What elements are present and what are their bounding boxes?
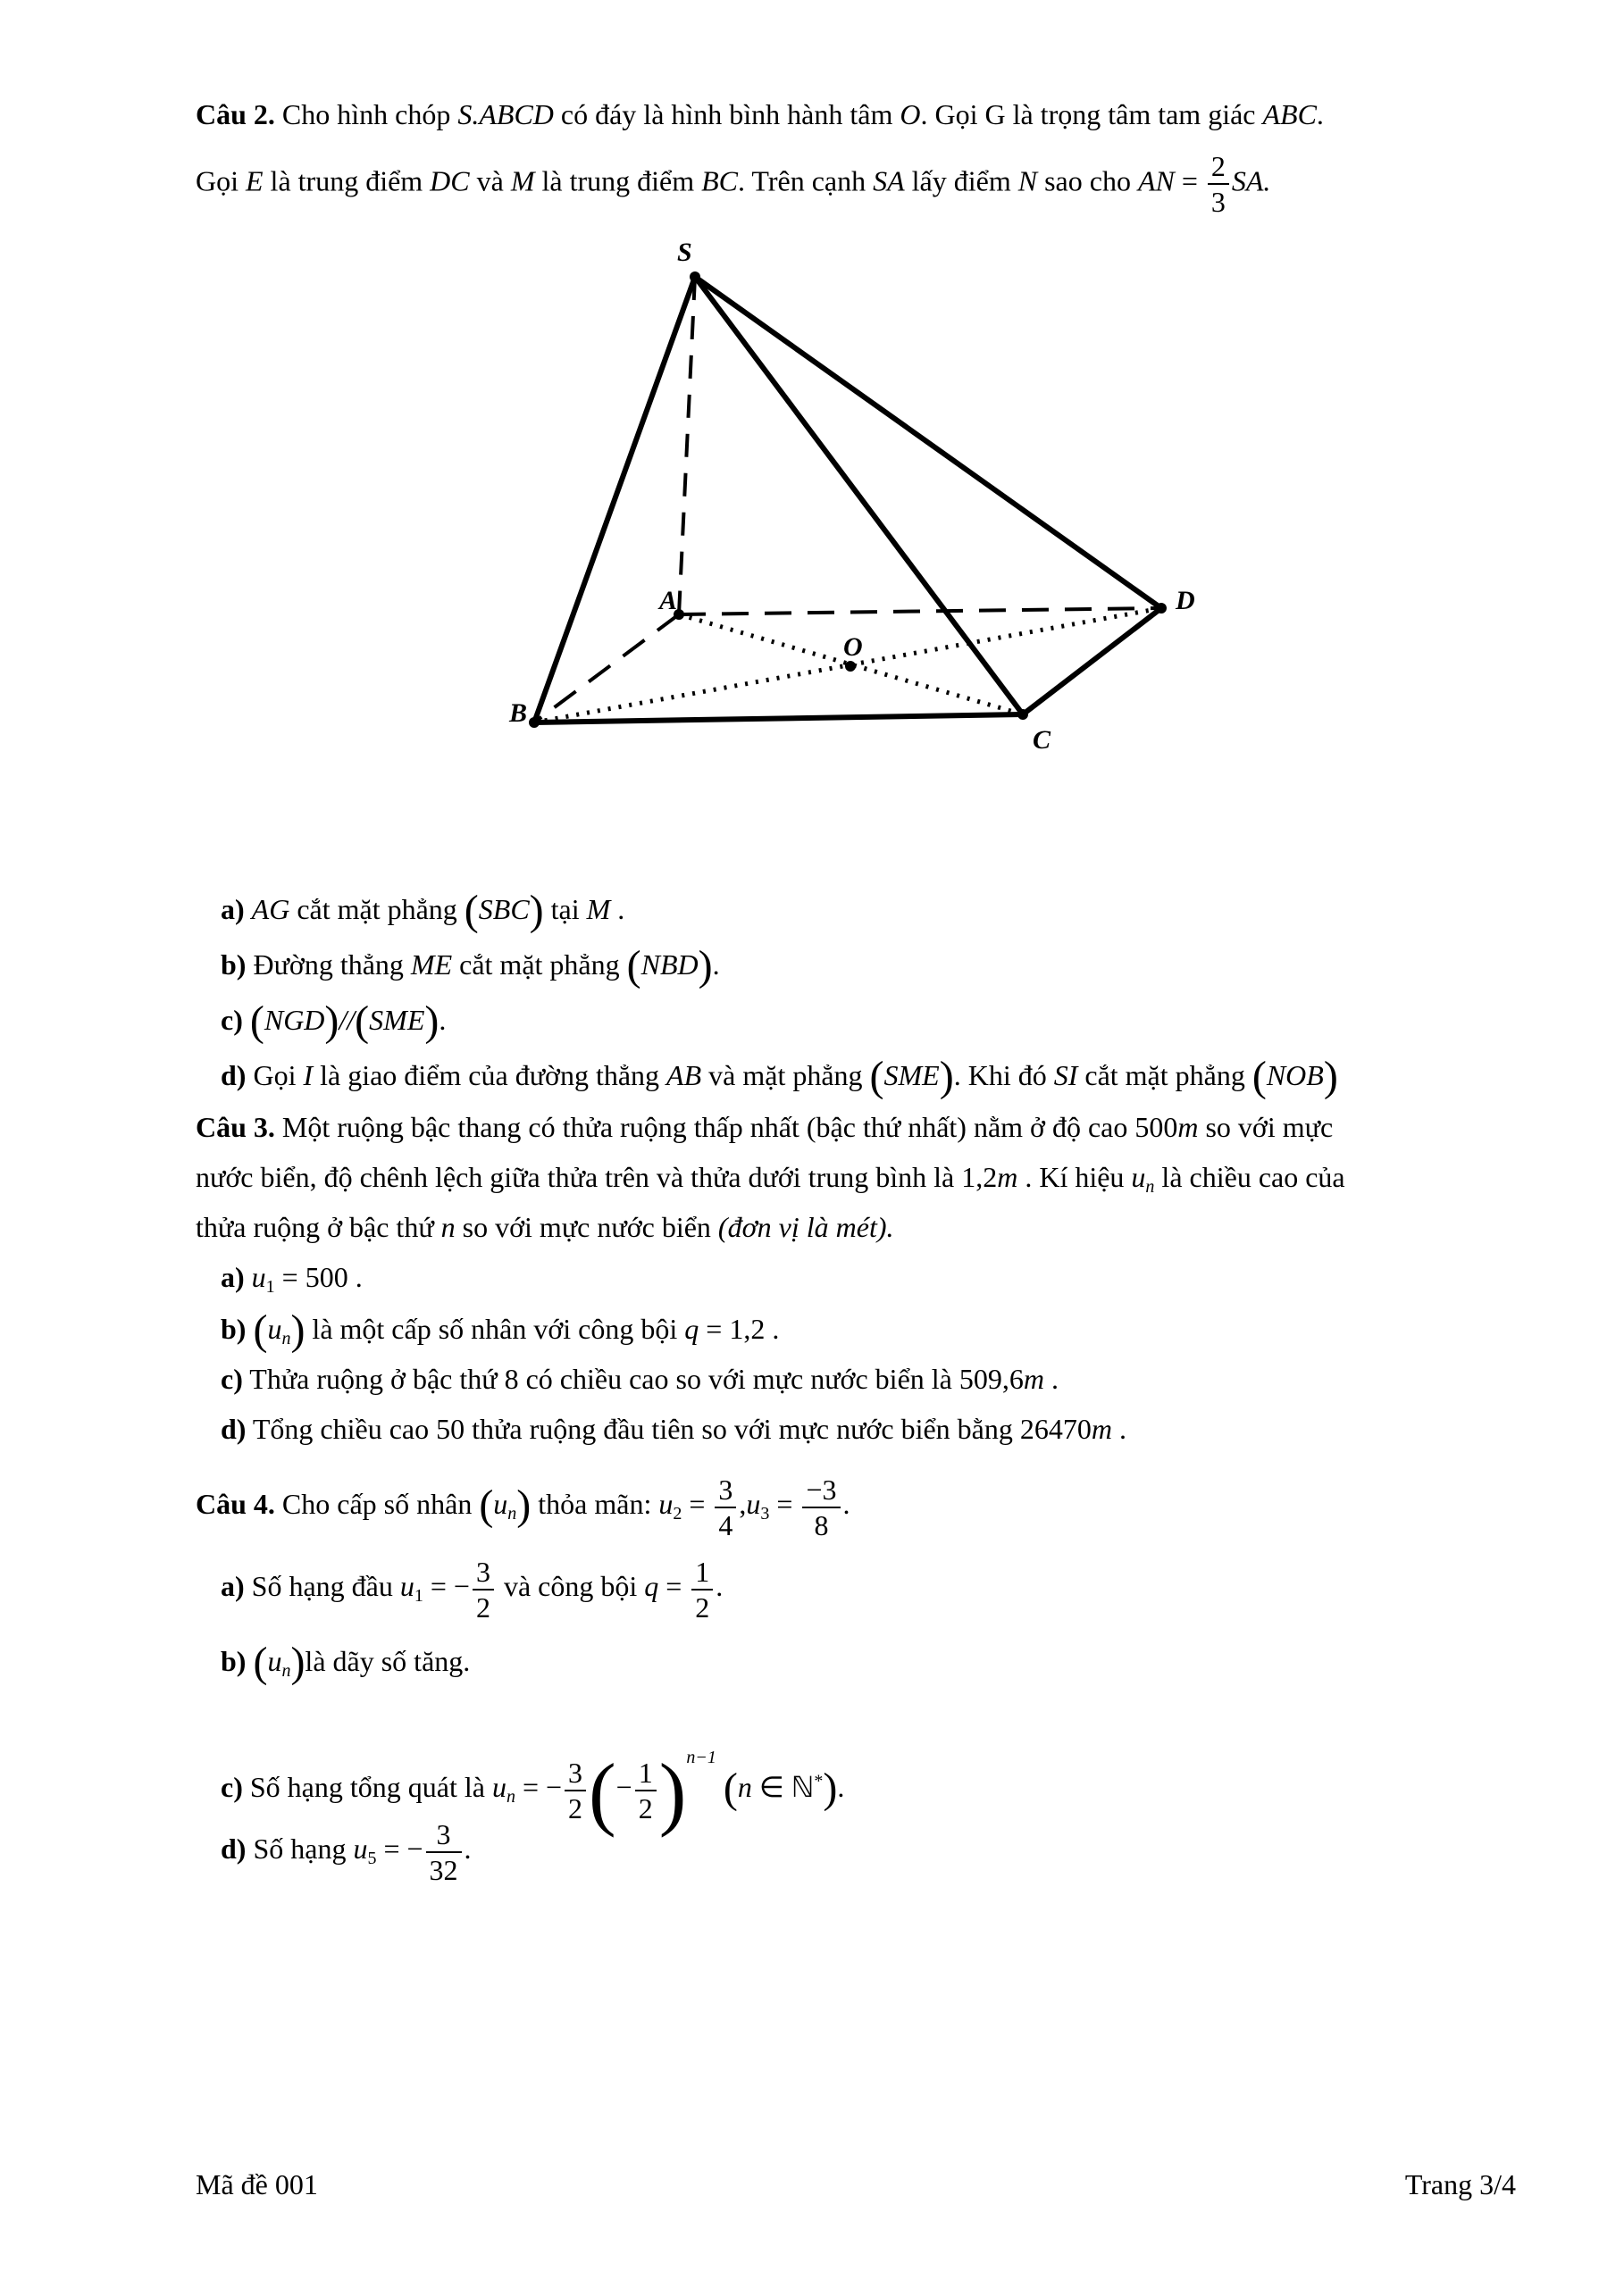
q3-option-c [221, 1361, 1059, 1397]
text: là giao điểm của đường thẳng [313, 1059, 667, 1091]
paren: ( [249, 998, 264, 1045]
fraction-3-32 [426, 1817, 462, 1886]
paren: ( [253, 1307, 268, 1354]
q3-option-a [221, 1259, 363, 1305]
numerator: 3 [565, 1758, 586, 1791]
vertex-O [845, 661, 856, 672]
math: SME [369, 1004, 425, 1036]
math: N [1017, 164, 1038, 197]
text: . [439, 1004, 447, 1036]
paren: ( [355, 998, 370, 1045]
q3-line-1 [196, 1109, 1333, 1145]
option-label: c) [221, 1363, 243, 1395]
text: cắt mặt phẳng [289, 893, 465, 925]
subscript: 1 [414, 1586, 423, 1606]
math: , [739, 1488, 747, 1520]
paren: ) [529, 887, 544, 934]
numerator: 1 [691, 1557, 713, 1591]
math: ∈ ℕ [751, 1771, 815, 1803]
paren: ( [479, 1482, 494, 1529]
paren: ( [589, 1747, 616, 1838]
text: . [464, 1833, 472, 1865]
q4-line-1 [196, 1465, 850, 1553]
option-label: b) [221, 1313, 247, 1345]
fraction-1-2 [691, 1557, 713, 1622]
text: Thửa ruộng ở bậc thứ 8 có chiều cao so với mực nước biển là [242, 1363, 959, 1395]
math: I [303, 1059, 314, 1091]
paren: ) [324, 998, 339, 1045]
math: m [1023, 1363, 1044, 1395]
q3-option-d [221, 1411, 1126, 1447]
math: ME [410, 948, 453, 981]
fraction-minus3-8 [802, 1475, 840, 1540]
denominator: 2 [695, 1591, 710, 1624]
superscript: * [814, 1771, 824, 1791]
math: m [1091, 1413, 1112, 1445]
q3-line-2 [196, 1159, 1345, 1205]
q4-option-b [221, 1641, 470, 1689]
label-S: S [677, 238, 692, 267]
vertex-C [1017, 709, 1028, 720]
option-label: d) [221, 1059, 247, 1091]
text: . [1111, 1413, 1126, 1445]
text: . [837, 1771, 845, 1803]
math: NOB [1266, 1059, 1324, 1091]
option-label: c) [221, 1004, 243, 1036]
text: thửa ruộng đầu tiên so với mực nước biển bằng [465, 1413, 1020, 1445]
math: SBC [478, 893, 530, 925]
text: thửa ruộng ở bậc thứ [196, 1211, 441, 1243]
q4-option-a [221, 1547, 723, 1635]
math: NBD [640, 948, 699, 981]
fraction-3-2 [565, 1758, 586, 1823]
numerator: 3 [715, 1475, 736, 1508]
paren: ) [1323, 1053, 1338, 1100]
denominator: 4 [718, 1508, 733, 1541]
text: nước biển, độ chênh lệch giữa thửa trên và thửa dưới trung bình là [196, 1161, 962, 1193]
text: . Kí hiệu [1017, 1161, 1132, 1193]
text: và [469, 164, 511, 197]
subscript: n [506, 1787, 515, 1807]
text: Một ruộng bậc thang có thửa ruộng thấp nhất (bậc thứ nhất) nằm ở độ cao [274, 1111, 1135, 1143]
vertex-B [529, 717, 540, 728]
paren: ( [464, 887, 479, 934]
math: = [682, 1488, 713, 1520]
denominator: 2 [475, 1591, 490, 1624]
q3-line-3 [196, 1209, 894, 1245]
option-label: a) [221, 893, 245, 925]
paren: ) [290, 1307, 306, 1354]
math: = − [423, 1570, 470, 1602]
q2-option-c [221, 1000, 446, 1043]
fraction-2-3 [1208, 152, 1229, 216]
subscript: n [1145, 1177, 1155, 1197]
subscript: 2 [673, 1504, 682, 1524]
text: cắt mặt phẳng [1077, 1059, 1252, 1091]
paren: ) [424, 998, 439, 1045]
text: Gọi [196, 164, 246, 197]
text: Số hạng [246, 1833, 354, 1865]
math: BC [701, 164, 738, 197]
math: u [658, 1488, 674, 1520]
math: 500 [1134, 1111, 1178, 1143]
q2-option-b [221, 942, 720, 989]
text: . [716, 1570, 724, 1602]
denominator: 3 [1210, 186, 1226, 218]
text: Tổng chiều cao [246, 1413, 437, 1445]
text: là trung điểm [263, 164, 431, 197]
math: M [586, 893, 611, 925]
math: u [399, 1570, 414, 1602]
label-A: A [659, 586, 678, 615]
text: Cho hình chóp [281, 98, 458, 130]
subscript: n [281, 1661, 291, 1681]
text: lấy điểm [904, 164, 1018, 197]
math: u [491, 1771, 506, 1803]
text: thỏa mãn: [531, 1488, 659, 1520]
math: SI [1053, 1059, 1078, 1091]
math: u [267, 1313, 282, 1345]
math: 50 [436, 1413, 465, 1445]
label-D: D [1176, 586, 1195, 615]
text: có đáy là hình bình hành tâm [553, 98, 900, 130]
math: = − [376, 1833, 423, 1865]
text: Đường thẳng [246, 948, 411, 981]
label-O: O [843, 632, 863, 662]
math: u [267, 1645, 282, 1677]
text: Gọi [246, 1059, 304, 1091]
math: SA. [1231, 164, 1271, 197]
text: là dãy số tăng. [305, 1645, 471, 1677]
text: = [1174, 164, 1205, 197]
denominator: 32 [429, 1853, 458, 1886]
math: u [353, 1833, 368, 1865]
math: ABC [1262, 98, 1317, 130]
vertex-S [690, 271, 700, 282]
edge-BC [534, 714, 1023, 722]
math: 26470 [1019, 1413, 1092, 1445]
math: = − [515, 1771, 563, 1803]
numerator: 2 [1208, 152, 1229, 185]
denominator: 8 [814, 1508, 829, 1541]
text: . [610, 893, 625, 925]
paren: ) [698, 942, 713, 989]
fraction-3-4 [715, 1475, 736, 1540]
paren: ) [939, 1053, 954, 1100]
math: DC [430, 164, 470, 197]
edge-SD [695, 277, 1161, 608]
math: M [510, 164, 535, 197]
math: m [1177, 1111, 1199, 1143]
edge-SA [679, 277, 695, 614]
option-label: a) [221, 1261, 245, 1293]
fraction-3-2 [473, 1557, 494, 1622]
option-label: c) [221, 1771, 243, 1803]
numerator: −3 [802, 1475, 840, 1508]
numerator: 3 [426, 1820, 462, 1853]
option-label: b) [221, 1645, 247, 1677]
q2-option-d [221, 1053, 1338, 1100]
text-italic: (đơn vị là mét). [717, 1211, 894, 1243]
subscript: n [507, 1504, 517, 1524]
math: q [644, 1570, 659, 1602]
pyramid-figure [465, 232, 1251, 768]
math: AN [1137, 164, 1175, 197]
subscript: 3 [760, 1504, 770, 1524]
text: . [712, 948, 720, 981]
text: . [1316, 98, 1324, 130]
edge-AD [679, 608, 1161, 614]
denominator: 2 [638, 1791, 653, 1824]
text: . Gọi G là trọng tâm tam giác [920, 98, 1263, 130]
paren: ( [869, 1053, 884, 1100]
paren: ) [823, 1765, 838, 1812]
text: Số hạng đầu [244, 1570, 400, 1602]
paren: ) [516, 1482, 532, 1529]
footer-page-number: Trang 3/4 [1404, 2168, 1516, 2200]
math: = 500 . [274, 1261, 363, 1293]
text: Cho cấp số nhân [274, 1488, 480, 1520]
text: so với mực [1198, 1111, 1334, 1143]
math: S.ABCD [457, 98, 554, 130]
q2-option-a [221, 889, 624, 932]
option-label: b) [221, 948, 247, 981]
math: = 1,2 . [699, 1313, 780, 1345]
q2-label: Câu 2. [196, 98, 275, 130]
text: là chiều cao của [1154, 1161, 1345, 1193]
paren: ) [290, 1639, 306, 1686]
paren: ( [626, 942, 641, 989]
text: . Khi đó [953, 1059, 1054, 1091]
math: u [493, 1488, 508, 1520]
math: E [246, 164, 264, 197]
denominator: 2 [568, 1791, 583, 1824]
math: u [746, 1488, 761, 1520]
parallel-symbol: // [339, 1004, 356, 1036]
paren: ( [723, 1765, 738, 1812]
numerator: 1 [635, 1758, 657, 1791]
math: − [615, 1771, 632, 1803]
math: AB [666, 1059, 702, 1091]
text: tại [543, 893, 587, 925]
edge-SB [534, 277, 695, 722]
math: 509,6 [958, 1363, 1024, 1395]
text: là một cấp số nhân với công bội [305, 1313, 685, 1345]
text: là trung điểm [534, 164, 702, 197]
math: u [251, 1261, 266, 1293]
math: SME [883, 1059, 940, 1091]
label-C: C [1033, 725, 1051, 755]
q3-option-b [221, 1309, 779, 1357]
exponent: n−1 [686, 1748, 716, 1767]
text: sao cho [1037, 164, 1138, 197]
subscript: n [281, 1329, 291, 1348]
option-label: d) [221, 1833, 247, 1865]
q4-label: Câu 4. [196, 1488, 275, 1520]
numerator: 3 [473, 1557, 494, 1591]
text: và mặt phẳng [701, 1059, 870, 1091]
text: . [1043, 1363, 1059, 1395]
math: NGD [264, 1004, 325, 1036]
text: và công bội [496, 1570, 645, 1602]
math: q [684, 1313, 699, 1345]
text: Số hạng tổng quát là [242, 1771, 492, 1803]
fraction-1-2 [635, 1758, 657, 1823]
math: m [997, 1161, 1018, 1193]
text: so với mực nước biển [455, 1211, 718, 1243]
math: = [769, 1488, 800, 1520]
option-label: d) [221, 1413, 247, 1445]
math: = [658, 1570, 690, 1602]
paren: ) [658, 1747, 687, 1838]
paren: ( [1251, 1053, 1267, 1100]
math: 1,2 [961, 1161, 998, 1193]
option-label: a) [221, 1570, 245, 1602]
math: AG [251, 893, 290, 925]
q2-line-1 [196, 96, 1324, 132]
text: cắt mặt phẳng [452, 948, 627, 981]
text: . [842, 1488, 850, 1520]
q3-label: Câu 3. [196, 1111, 275, 1143]
math: O [900, 98, 921, 130]
subscript: 1 [265, 1277, 275, 1297]
math: n [440, 1211, 456, 1243]
edge-CD [1023, 608, 1161, 714]
text: . Trên cạnh [738, 164, 874, 197]
vertex-D [1156, 603, 1167, 614]
math: n [737, 1771, 752, 1803]
q2-line-2 [196, 152, 1270, 216]
q4-option-d [221, 1809, 472, 1898]
label-B: B [509, 698, 528, 728]
math: u [1131, 1161, 1146, 1193]
footer-exam-code: Mã đề 001 [196, 2168, 318, 2200]
subscript: 5 [367, 1849, 377, 1868]
math: SA [873, 164, 905, 197]
paren: ( [253, 1639, 268, 1686]
